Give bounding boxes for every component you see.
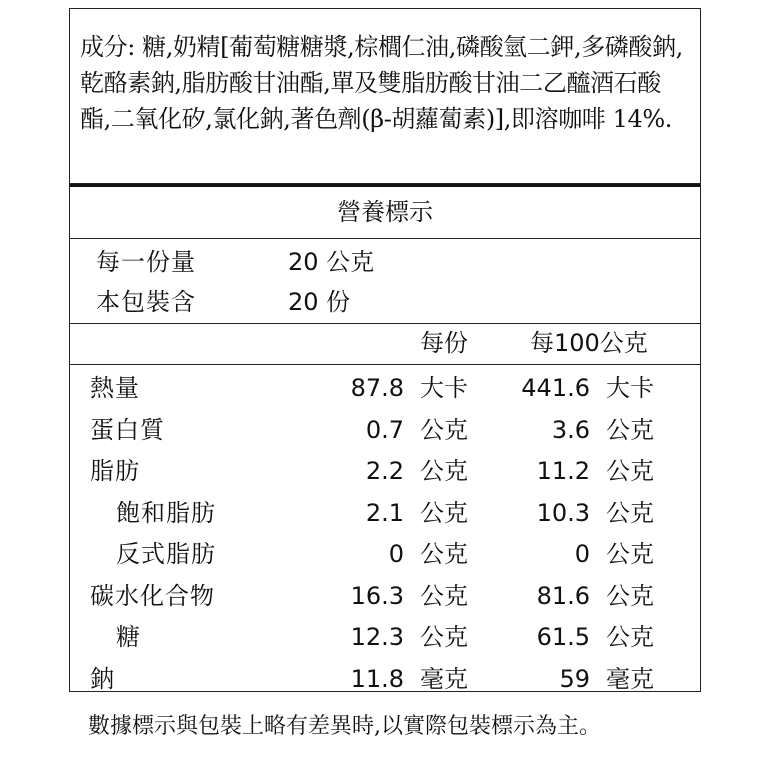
nutrition-title: 營養標示 xyxy=(337,198,433,226)
nutrient-name: 蛋白質 xyxy=(90,415,165,444)
per-100g-unit: 毫克 xyxy=(606,664,654,693)
per-serving-value: 0.7 xyxy=(365,415,404,444)
nutrient-name: 熱量 xyxy=(90,374,140,402)
nutrient-name: 糖 xyxy=(116,623,141,651)
per-serving-value: 2.2 xyxy=(365,457,404,485)
per-100g-value: 59 xyxy=(559,664,590,693)
per-100g-value: 61.5 xyxy=(536,623,590,651)
per-serving-unit: 公克 xyxy=(420,581,468,610)
nutrient-row xyxy=(70,453,700,494)
servings-value: 20 份 xyxy=(288,288,351,316)
serving-size-row xyxy=(70,244,700,280)
nutrient-name: 反式脂肪 xyxy=(116,540,216,568)
nutrient-name: 碳水化合物 xyxy=(90,581,215,610)
per-100g-value: 81.6 xyxy=(536,581,590,610)
ingredients-box xyxy=(69,8,701,183)
per-100g-value: 10.3 xyxy=(536,498,590,527)
per-100g-value: 0 xyxy=(574,540,590,568)
per-serving-unit: 公克 xyxy=(420,540,468,568)
nutrient-row xyxy=(70,578,700,619)
per-100g-value: 11.2 xyxy=(536,457,590,485)
serving-size-label: 每一份量 xyxy=(96,248,196,276)
nutrition-facts-table xyxy=(69,183,701,692)
column-header-per-serving: 每份 xyxy=(420,329,468,357)
per-serving-unit: 大卡 xyxy=(420,374,468,402)
nutrient-row xyxy=(70,495,700,536)
per-serving-unit: 公克 xyxy=(420,415,468,444)
per-serving-value: 2.1 xyxy=(365,498,404,527)
per-serving-unit: 公克 xyxy=(420,498,468,527)
per-serving-unit: 毫克 xyxy=(420,664,468,693)
servings-per-package-row xyxy=(70,284,700,320)
per-100g-unit: 公克 xyxy=(606,457,654,485)
serving-size-value: 20 公克 xyxy=(288,248,375,276)
per-100g-unit: 公克 xyxy=(606,540,654,568)
nutrient-name: 脂肪 xyxy=(90,457,140,485)
per-serving-value: 87.8 xyxy=(350,374,404,402)
per-100g-unit: 公克 xyxy=(606,415,654,444)
divider-title xyxy=(70,238,700,239)
per-100g-value: 3.6 xyxy=(551,415,590,444)
nutrient-name: 飽和脂肪 xyxy=(116,498,216,527)
per-100g-unit: 大卡 xyxy=(606,374,654,402)
per-serving-value: 12.3 xyxy=(350,623,404,651)
column-header-per-100g: 每100公克 xyxy=(530,329,648,357)
nutrient-row xyxy=(70,412,700,453)
nutrient-row xyxy=(70,619,700,660)
nutrient-row xyxy=(70,661,700,702)
divider-header xyxy=(70,364,700,365)
per-serving-unit: 公克 xyxy=(420,623,468,651)
per-100g-unit: 公克 xyxy=(606,581,654,610)
nutrient-name: 鈉 xyxy=(90,664,115,693)
per-100g-unit: 公克 xyxy=(606,623,654,651)
nutrient-row xyxy=(70,536,700,577)
nutrient-row xyxy=(70,370,700,411)
per-serving-value: 16.3 xyxy=(350,581,404,610)
ingredients-text: 成分: 糖,奶精[葡萄糖糖漿,棕櫚仁油,磷酸氫二鉀,多磷酸鈉,乾酪素鈉,脂肪酸甘油酯,單及雙脂肪酸甘油二乙醯酒石酸酯,二氧化矽,氯化鈉,著色劑(β-胡蘿蔔素)],即溶咖啡 14%. xyxy=(80,33,683,133)
per-serving-unit: 公克 xyxy=(420,457,468,485)
nutrition-top-rule xyxy=(70,184,700,187)
divider-servings xyxy=(70,323,700,324)
per-serving-value: 0 xyxy=(388,540,404,568)
footnote: 數據標示與包裝上略有差異時,以實際包裝標示為主。 xyxy=(88,714,601,739)
per-100g-unit: 公克 xyxy=(606,498,654,527)
per-serving-value: 11.8 xyxy=(350,664,404,693)
servings-label: 本包裝含 xyxy=(96,288,196,316)
per-100g-value: 441.6 xyxy=(521,374,590,402)
